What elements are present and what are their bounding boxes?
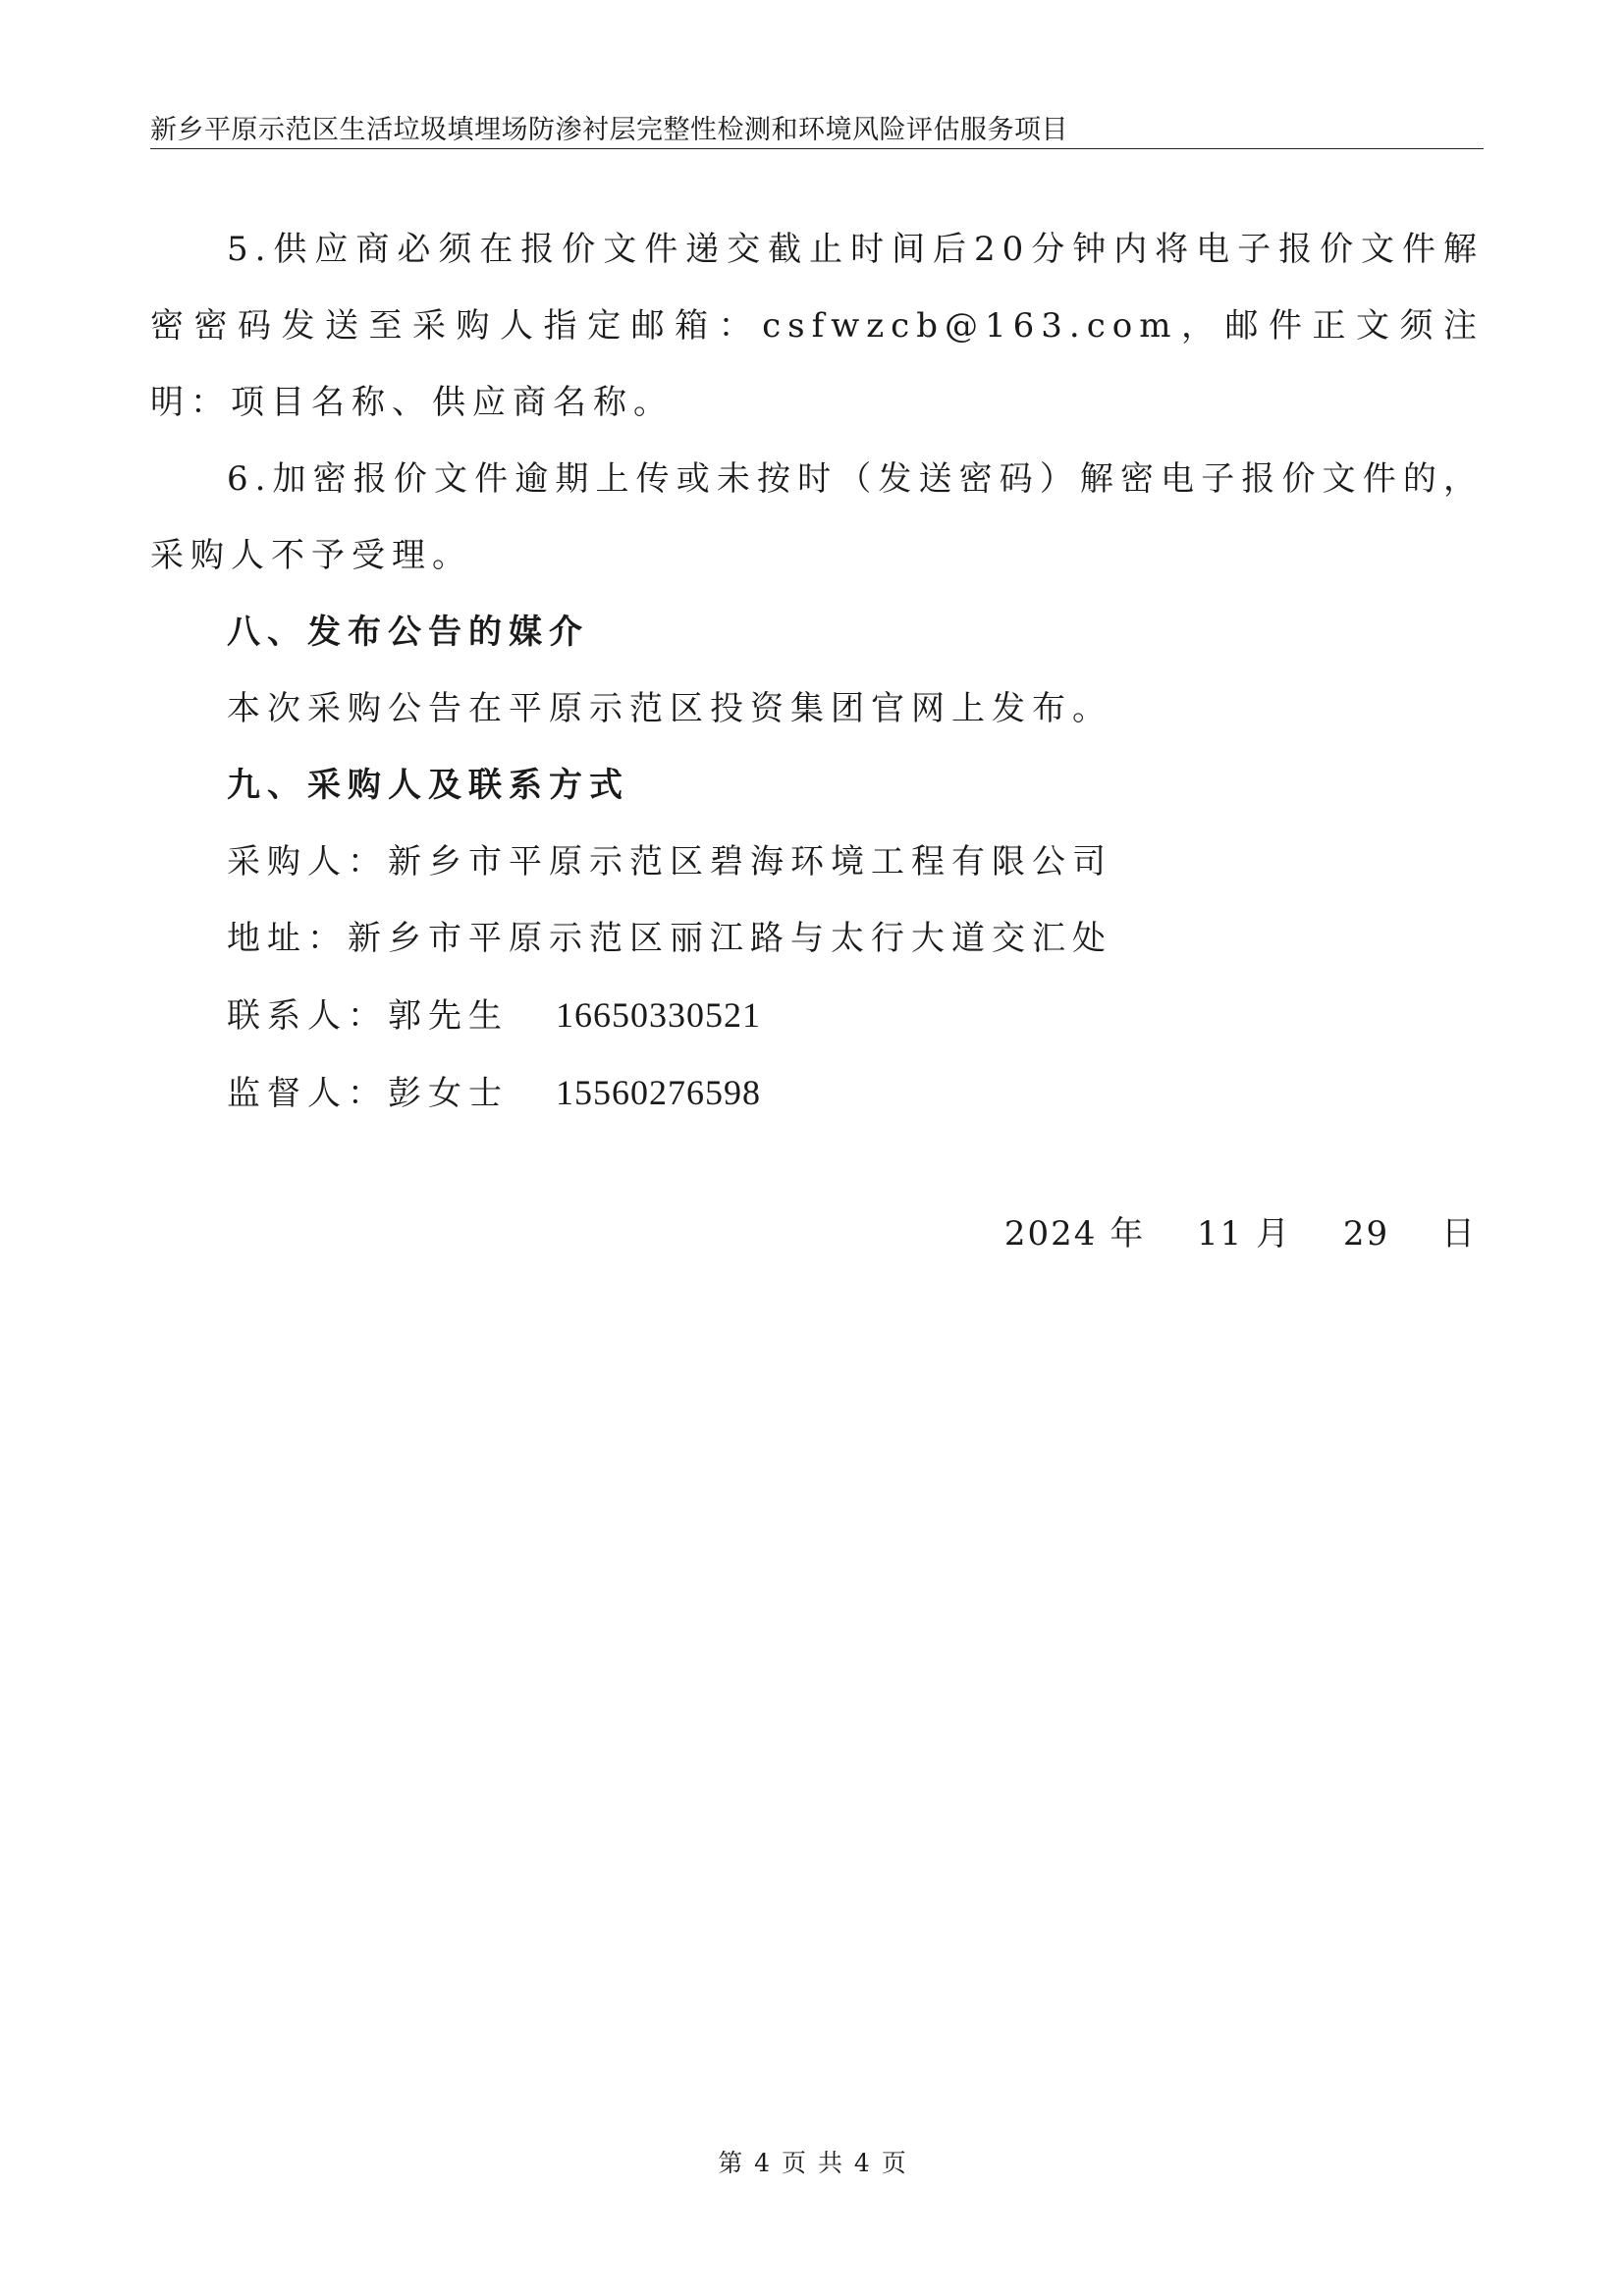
issue-date (1004, 1196, 1477, 1272)
date-month: 11 (1197, 1214, 1244, 1254)
contact-phone: 16650330521 (556, 995, 761, 1035)
section-heading-contact: 九、采购人及联系方式 (227, 766, 629, 805)
document-body (150, 211, 1484, 1132)
paragraph-item-6: 6.加密报价文件逾期上传或未按时（发送密码）解密电子报价文件的，采购人不予受理。 (150, 459, 1484, 575)
address-line: 地址：新乡市平原示范区丽江路与太行大道交汇处 (227, 919, 1112, 958)
date-day-unit: 日 (1441, 1214, 1477, 1254)
paragraph-item-5: 5.供应商必须在报价文件递交截止时间后20分钟内将电子报价文件解密密码发送至采购人指定邮箱：csfwzcb@163.com，邮件正文须注明：项目名称、供应商名称。 (150, 230, 1484, 422)
buyer-line: 采购人：新乡市平原示范区碧海环境工程有限公司 (227, 842, 1112, 881)
contact-person-label: 联系人：郭先生 (227, 996, 509, 1036)
page-header (150, 113, 1484, 149)
section-heading-media: 八、发布公告的媒介 (227, 613, 589, 652)
contact-person-line (150, 977, 1484, 1054)
date-month-unit: 月 (1256, 1214, 1292, 1254)
date-year-unit: 年 (1110, 1214, 1146, 1254)
supervisor-phone: 15560276598 (556, 1073, 761, 1112)
page-number-footer: 第 4 页 共 4 页 (718, 2149, 906, 2177)
media-statement: 本次采购公告在平原示范区投资集团官网上发布。 (227, 689, 1112, 728)
date-day: 29 (1342, 1214, 1390, 1254)
document-title: 新乡平原示范区生活垃圾填埋场防渗衬层完整性检测和环境风险评估服务项目 (150, 115, 1068, 145)
supervisor-label: 监督人：彭女士 (227, 1074, 509, 1113)
date-year: 2024 (1003, 1214, 1098, 1254)
supervisor-line (150, 1054, 1484, 1132)
